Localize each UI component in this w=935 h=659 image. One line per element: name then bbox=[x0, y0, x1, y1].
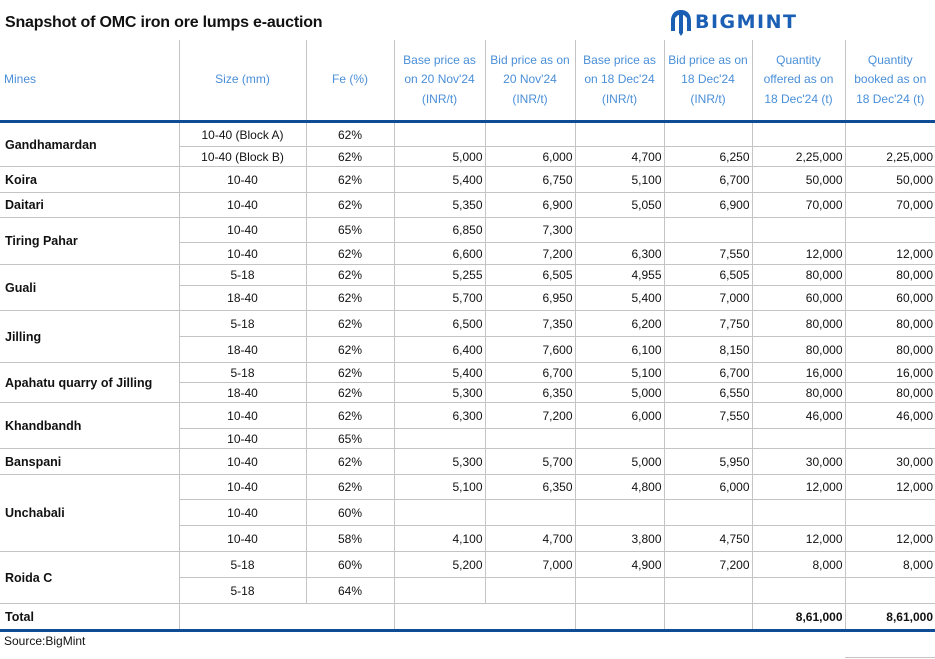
page-title: Snapshot of OMC iron ore lumps e-auction bbox=[5, 14, 323, 31]
base-nov-cell: 5,400 bbox=[394, 167, 485, 193]
base-dec-cell: 4,700 bbox=[575, 147, 664, 167]
column-header-line: Size (mm) bbox=[215, 72, 270, 87]
bid-dec-cell: 6,550 bbox=[664, 383, 752, 403]
total-empty-cell bbox=[575, 604, 664, 631]
bid-nov-cell: 7,200 bbox=[485, 243, 575, 265]
base-nov-cell: 5,300 bbox=[394, 449, 485, 475]
bid-dec-cell: 7,000 bbox=[664, 286, 752, 311]
base-nov-cell bbox=[394, 578, 485, 604]
size-cell: 10-40 bbox=[179, 403, 306, 429]
size-cell: 10-40 bbox=[179, 193, 306, 218]
size-cell: 5-18 bbox=[179, 578, 306, 604]
table-row bbox=[0, 403, 935, 429]
bid-dec-cell bbox=[664, 218, 752, 243]
table-row bbox=[0, 167, 935, 193]
column-header-line: Base price as bbox=[403, 52, 476, 67]
bid-dec-cell: 6,000 bbox=[664, 475, 752, 500]
qty-offered-cell: 80,000 bbox=[752, 337, 845, 363]
base-nov-cell bbox=[394, 429, 485, 449]
size-cell: 10-40 (Block B) bbox=[179, 147, 306, 167]
bid-dec-cell bbox=[664, 500, 752, 526]
size-cell: 10-40 bbox=[179, 526, 306, 552]
base-nov-cell: 5,400 bbox=[394, 363, 485, 383]
column-header-size bbox=[179, 40, 306, 122]
size-cell: 5-18 bbox=[179, 265, 306, 286]
table-row bbox=[0, 475, 935, 500]
size-cell: 5-18 bbox=[179, 552, 306, 578]
bid-nov-cell: 7,200 bbox=[485, 403, 575, 429]
base-dec-cell: 4,900 bbox=[575, 552, 664, 578]
column-header-base-nov bbox=[394, 40, 485, 122]
fe-cell: 62% bbox=[306, 363, 394, 383]
base-dec-cell bbox=[575, 429, 664, 449]
base-dec-cell bbox=[575, 578, 664, 604]
table-row bbox=[0, 193, 935, 218]
column-header-line: on 20 Nov'24 bbox=[404, 72, 475, 87]
bid-nov-cell: 6,350 bbox=[485, 475, 575, 500]
fe-cell: 62% bbox=[306, 265, 394, 286]
bid-dec-cell: 6,250 bbox=[664, 147, 752, 167]
qty-booked-cell: 80,000 bbox=[845, 383, 935, 403]
mine-name: Jilling bbox=[0, 311, 179, 363]
table-row bbox=[0, 122, 935, 147]
fe-cell: 62% bbox=[306, 167, 394, 193]
qty-offered-cell: 80,000 bbox=[752, 265, 845, 286]
qty-offered-cell: 8,000 bbox=[752, 552, 845, 578]
size-cell: 10-40 bbox=[179, 429, 306, 449]
qty-booked-cell bbox=[845, 429, 935, 449]
qty-booked-cell: 2,25,000 bbox=[845, 147, 935, 167]
fe-cell: 60% bbox=[306, 500, 394, 526]
auction-table bbox=[0, 40, 935, 632]
fe-cell: 62% bbox=[306, 311, 394, 337]
base-dec-cell: 5,100 bbox=[575, 363, 664, 383]
column-header-fe bbox=[306, 40, 394, 122]
base-nov-cell: 5,700 bbox=[394, 286, 485, 311]
base-nov-cell: 6,300 bbox=[394, 403, 485, 429]
column-header-line: booked as on bbox=[854, 72, 927, 87]
fe-cell: 62% bbox=[306, 337, 394, 363]
column-header-line: Bid price as on bbox=[490, 52, 570, 67]
fe-cell: 62% bbox=[306, 475, 394, 500]
column-header-line: (INR/t) bbox=[421, 91, 458, 106]
qty-booked-cell: 70,000 bbox=[845, 193, 935, 218]
column-header-mines bbox=[0, 40, 179, 122]
qty-booked-cell: 16,000 bbox=[845, 363, 935, 383]
column-header-line: Quantity bbox=[776, 52, 821, 67]
bid-dec-cell: 7,550 bbox=[664, 403, 752, 429]
mine-name: Banspani bbox=[0, 449, 179, 475]
total-qty-offered: 8,61,000 bbox=[752, 604, 845, 631]
qty-offered-cell: 16,000 bbox=[752, 363, 845, 383]
bid-dec-cell bbox=[664, 578, 752, 604]
size-cell: 10-40 (Block A) bbox=[179, 122, 306, 147]
base-nov-cell: 6,500 bbox=[394, 311, 485, 337]
column-header-line: on 18 Dec'24 bbox=[584, 72, 655, 87]
qty-booked-cell: 12,000 bbox=[845, 475, 935, 500]
qty-booked-cell: 46,000 bbox=[845, 403, 935, 429]
qty-booked-cell bbox=[845, 122, 935, 147]
bid-nov-cell: 6,950 bbox=[485, 286, 575, 311]
size-cell: 10-40 bbox=[179, 218, 306, 243]
base-dec-cell: 5,050 bbox=[575, 193, 664, 218]
size-cell: 18-40 bbox=[179, 286, 306, 311]
fe-cell: 60% bbox=[306, 552, 394, 578]
qty-booked-cell: 30,000 bbox=[845, 449, 935, 475]
fe-cell: 62% bbox=[306, 122, 394, 147]
column-header-line: (INR/t) bbox=[512, 91, 548, 106]
fe-cell: 65% bbox=[306, 218, 394, 243]
qty-offered-cell: 46,000 bbox=[752, 403, 845, 429]
size-cell: 5-18 bbox=[179, 311, 306, 337]
bid-dec-cell bbox=[664, 429, 752, 449]
total-qty-booked: 8,61,000 bbox=[845, 604, 935, 631]
bid-nov-cell bbox=[485, 500, 575, 526]
fe-cell: 58% bbox=[306, 526, 394, 552]
bid-nov-cell bbox=[485, 429, 575, 449]
total-empty-cell bbox=[394, 604, 575, 631]
mine-name: Roida C bbox=[0, 552, 179, 604]
bid-nov-cell bbox=[485, 122, 575, 147]
qty-booked-cell: 50,000 bbox=[845, 167, 935, 193]
fe-cell: 62% bbox=[306, 449, 394, 475]
bid-nov-cell: 6,000 bbox=[485, 147, 575, 167]
qty-booked-cell: 80,000 bbox=[845, 337, 935, 363]
bid-nov-cell: 7,350 bbox=[485, 311, 575, 337]
base-nov-cell: 5,000 bbox=[394, 147, 485, 167]
qty-offered-cell: 80,000 bbox=[752, 311, 845, 337]
qty-offered-cell bbox=[752, 218, 845, 243]
bid-dec-cell: 7,750 bbox=[664, 311, 752, 337]
total-row bbox=[0, 604, 935, 631]
bid-dec-cell: 6,900 bbox=[664, 193, 752, 218]
base-nov-cell bbox=[394, 122, 485, 147]
column-header-line: (INR/t) bbox=[601, 91, 638, 106]
column-header-line: 20 Nov'24 bbox=[503, 72, 557, 87]
bid-nov-cell: 6,750 bbox=[485, 167, 575, 193]
bid-dec-cell: 6,700 bbox=[664, 167, 752, 193]
base-dec-cell: 5,400 bbox=[575, 286, 664, 311]
table-row bbox=[0, 218, 935, 243]
bid-nov-cell: 7,300 bbox=[485, 218, 575, 243]
qty-booked-cell: 8,000 bbox=[845, 552, 935, 578]
base-dec-cell: 6,300 bbox=[575, 243, 664, 265]
mine-name: Apahatu quarry of Jilling bbox=[0, 363, 179, 403]
base-dec-cell bbox=[575, 218, 664, 243]
table-row bbox=[0, 552, 935, 578]
column-header-line: 18 Dec'24 (t) bbox=[764, 91, 833, 106]
qty-booked-cell: 80,000 bbox=[845, 311, 935, 337]
source-note: Source:BigMint bbox=[4, 634, 86, 648]
bid-dec-cell: 6,700 bbox=[664, 363, 752, 383]
table-row bbox=[0, 311, 935, 337]
bid-dec-cell: 6,505 bbox=[664, 265, 752, 286]
bid-nov-cell: 4,700 bbox=[485, 526, 575, 552]
base-dec-cell: 5,000 bbox=[575, 383, 664, 403]
bigmint-logo bbox=[670, 6, 798, 38]
total-empty-cell bbox=[179, 604, 394, 631]
column-header-bid-dec bbox=[664, 40, 752, 122]
table-header-row bbox=[0, 40, 935, 122]
base-nov-cell: 5,255 bbox=[394, 265, 485, 286]
fe-cell: 62% bbox=[306, 286, 394, 311]
column-header-line: offered as on bbox=[763, 72, 834, 87]
base-dec-cell: 4,800 bbox=[575, 475, 664, 500]
mine-name: Guali bbox=[0, 265, 179, 311]
bid-dec-cell bbox=[664, 122, 752, 147]
fe-cell: 62% bbox=[306, 193, 394, 218]
size-cell: 10-40 bbox=[179, 475, 306, 500]
base-dec-cell: 6,000 bbox=[575, 403, 664, 429]
bid-dec-cell: 5,950 bbox=[664, 449, 752, 475]
column-header-qty-offered bbox=[752, 40, 845, 122]
column-header-base-dec bbox=[575, 40, 664, 122]
bid-dec-cell: 8,150 bbox=[664, 337, 752, 363]
column-header-line: Base price as bbox=[583, 52, 656, 67]
qty-booked-cell bbox=[845, 578, 935, 604]
qty-offered-cell bbox=[752, 122, 845, 147]
size-cell: 10-40 bbox=[179, 500, 306, 526]
bigmint-logo-text: BIGMINT bbox=[695, 11, 798, 33]
base-nov-cell: 4,100 bbox=[394, 526, 485, 552]
qty-offered-cell bbox=[752, 429, 845, 449]
column-header-line: Quantity bbox=[867, 52, 913, 67]
qty-offered-cell: 70,000 bbox=[752, 193, 845, 218]
bid-nov-cell: 6,505 bbox=[485, 265, 575, 286]
qty-offered-cell bbox=[752, 500, 845, 526]
mine-name: Khandbandh bbox=[0, 403, 179, 449]
qty-booked-cell bbox=[845, 500, 935, 526]
qty-offered-cell: 50,000 bbox=[752, 167, 845, 193]
fe-cell: 62% bbox=[306, 243, 394, 265]
base-nov-cell: 5,200 bbox=[394, 552, 485, 578]
base-dec-cell: 3,800 bbox=[575, 526, 664, 552]
base-dec-cell bbox=[575, 122, 664, 147]
qty-offered-cell: 80,000 bbox=[752, 383, 845, 403]
base-dec-cell: 5,100 bbox=[575, 167, 664, 193]
base-nov-cell: 6,850 bbox=[394, 218, 485, 243]
bid-nov-cell: 7,600 bbox=[485, 337, 575, 363]
qty-booked-cell: 80,000 bbox=[845, 265, 935, 286]
qty-booked-cell: 60,000 bbox=[845, 286, 935, 311]
divider bbox=[845, 657, 935, 658]
size-cell: 18-40 bbox=[179, 383, 306, 403]
base-nov-cell: 6,400 bbox=[394, 337, 485, 363]
column-header-line: Mines bbox=[4, 72, 37, 87]
column-header-line: (INR/t) bbox=[690, 91, 726, 106]
qty-offered-cell: 12,000 bbox=[752, 475, 845, 500]
total-empty-cell bbox=[664, 604, 752, 631]
base-dec-cell: 4,955 bbox=[575, 265, 664, 286]
size-cell: 5-18 bbox=[179, 363, 306, 383]
base-dec-cell: 6,100 bbox=[575, 337, 664, 363]
fe-cell: 62% bbox=[306, 383, 394, 403]
base-nov-cell: 6,600 bbox=[394, 243, 485, 265]
column-header-qty-booked bbox=[845, 40, 935, 122]
bid-dec-cell: 4,750 bbox=[664, 526, 752, 552]
mine-name: Gandhamardan bbox=[0, 122, 179, 167]
qty-offered-cell: 12,000 bbox=[752, 526, 845, 552]
fe-cell: 65% bbox=[306, 429, 394, 449]
bid-nov-cell: 5,700 bbox=[485, 449, 575, 475]
qty-booked-cell: 12,000 bbox=[845, 526, 935, 552]
table-row bbox=[0, 363, 935, 383]
bid-nov-cell: 7,000 bbox=[485, 552, 575, 578]
total-label: Total bbox=[0, 604, 179, 631]
table-row bbox=[0, 449, 935, 475]
bid-dec-cell: 7,200 bbox=[664, 552, 752, 578]
mine-name: Unchabali bbox=[0, 475, 179, 552]
column-header-line: 18 Dec'24 (t) bbox=[856, 91, 925, 106]
fe-cell: 62% bbox=[306, 403, 394, 429]
qty-offered-cell: 30,000 bbox=[752, 449, 845, 475]
column-header-bid-nov bbox=[485, 40, 575, 122]
size-cell: 10-40 bbox=[179, 167, 306, 193]
base-dec-cell bbox=[575, 500, 664, 526]
table-row bbox=[0, 265, 935, 286]
fe-cell: 62% bbox=[306, 147, 394, 167]
base-nov-cell: 5,300 bbox=[394, 383, 485, 403]
qty-booked-cell: 12,000 bbox=[845, 243, 935, 265]
qty-offered-cell: 12,000 bbox=[752, 243, 845, 265]
bid-nov-cell bbox=[485, 578, 575, 604]
column-header-line: Bid price as on bbox=[668, 52, 748, 67]
size-cell: 10-40 bbox=[179, 243, 306, 265]
mine-name: Koira bbox=[0, 167, 179, 193]
base-dec-cell: 6,200 bbox=[575, 311, 664, 337]
bid-nov-cell: 6,700 bbox=[485, 363, 575, 383]
bigmint-logo-icon bbox=[670, 9, 692, 35]
size-cell: 10-40 bbox=[179, 449, 306, 475]
base-dec-cell: 5,000 bbox=[575, 449, 664, 475]
mine-name: Daitari bbox=[0, 193, 179, 218]
qty-offered-cell: 60,000 bbox=[752, 286, 845, 311]
bid-nov-cell: 6,900 bbox=[485, 193, 575, 218]
bid-dec-cell: 7,550 bbox=[664, 243, 752, 265]
qty-booked-cell bbox=[845, 218, 935, 243]
size-cell: 18-40 bbox=[179, 337, 306, 363]
base-nov-cell: 5,350 bbox=[394, 193, 485, 218]
column-header-line: 18 Dec'24 bbox=[681, 72, 735, 87]
fe-cell: 64% bbox=[306, 578, 394, 604]
bid-nov-cell: 6,350 bbox=[485, 383, 575, 403]
qty-offered-cell: 2,25,000 bbox=[752, 147, 845, 167]
base-nov-cell: 5,100 bbox=[394, 475, 485, 500]
column-header-line: Fe (%) bbox=[332, 72, 368, 87]
qty-offered-cell bbox=[752, 578, 845, 604]
mine-name: Tiring Pahar bbox=[0, 218, 179, 265]
base-nov-cell bbox=[394, 500, 485, 526]
